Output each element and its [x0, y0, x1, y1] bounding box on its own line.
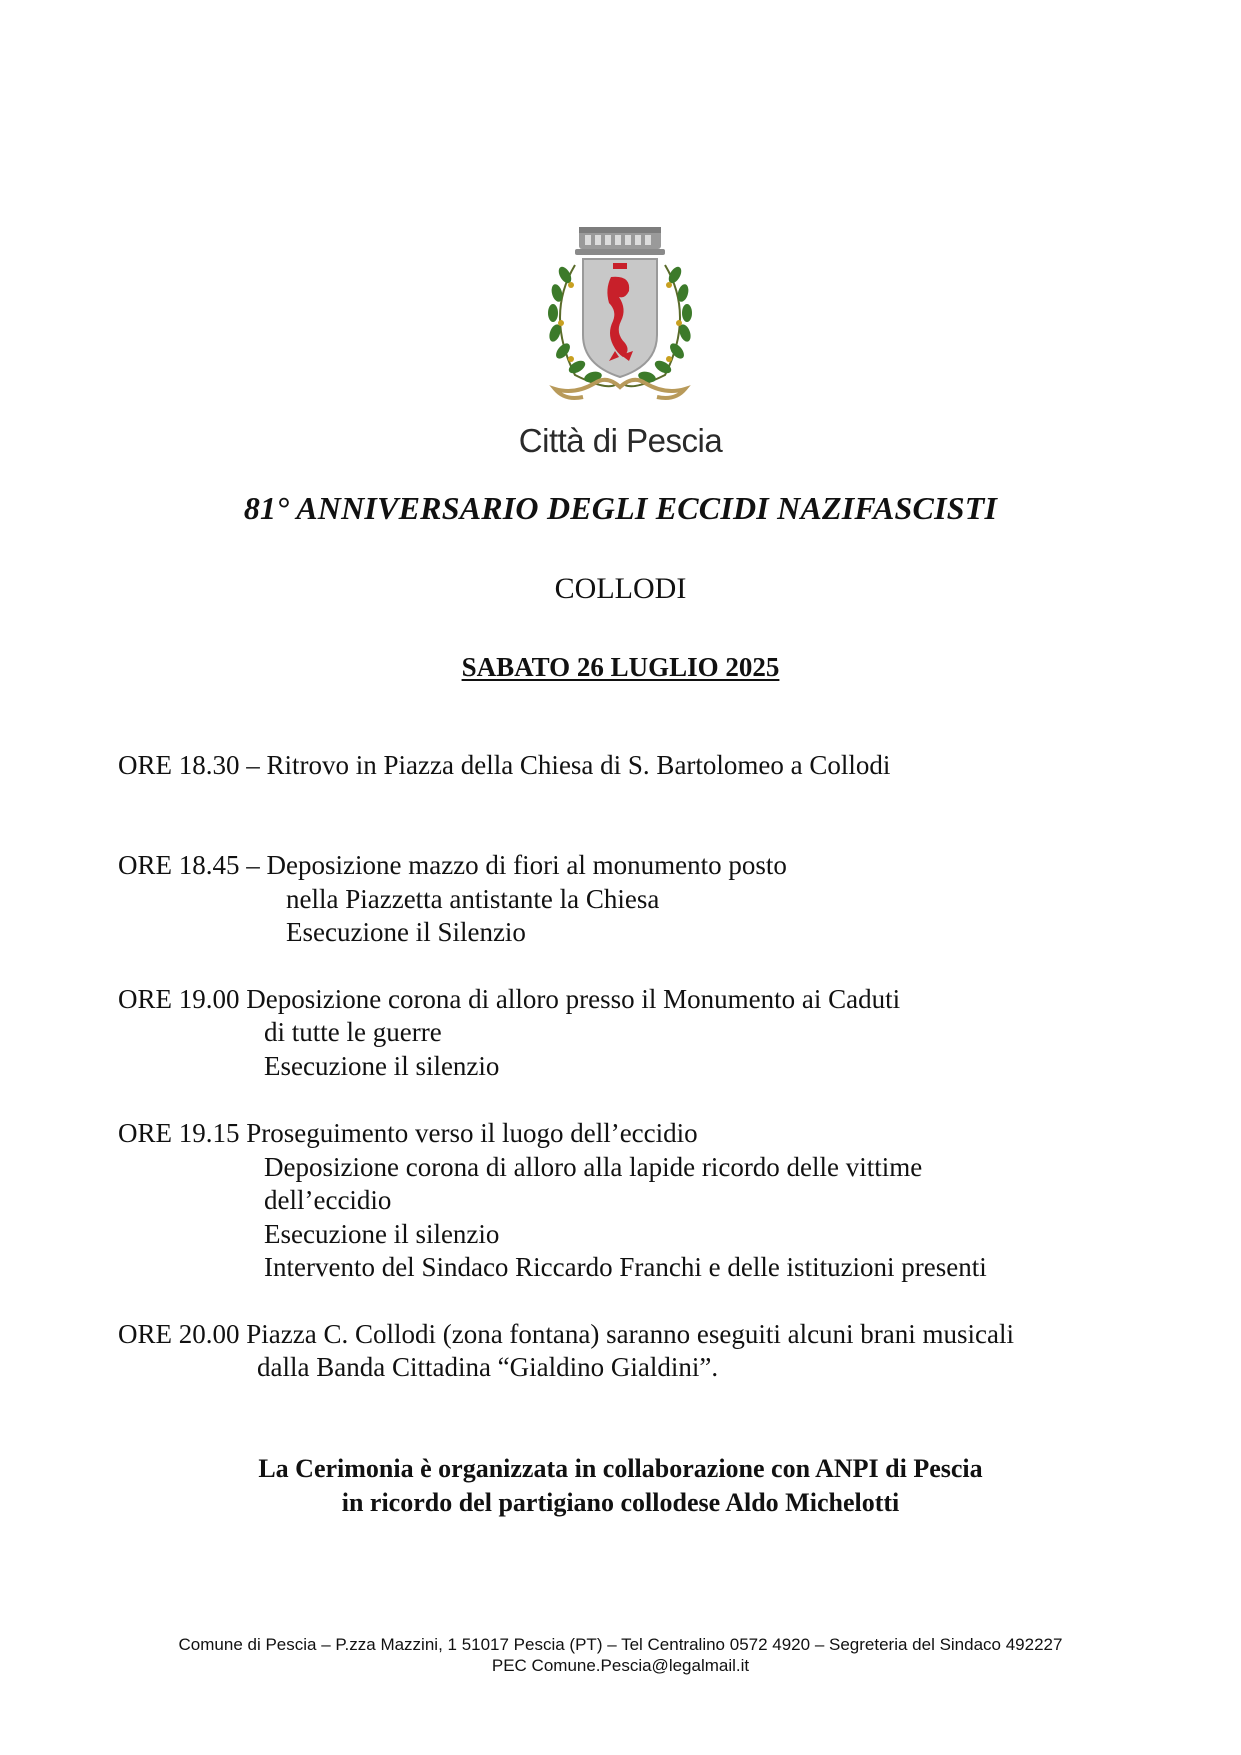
coat-of-arms [535, 225, 705, 415]
ribbon-icon [555, 380, 685, 398]
event-date: SABATO 26 LUGLIO 2025 [461, 652, 780, 682]
program-line: ORE 18.30 – Ritrovo in Piazza della Chiesa di S. Bartolomeo a Collodi [118, 750, 891, 780]
footer-address: Comune di Pescia – P.zza Mazzini, 1 51017 Pescia (PT) – Tel Centralino 0572 4920 – Segreteria del Sindaco 492227 [178, 1635, 1063, 1654]
city-name: Città di Pescia [518, 422, 723, 459]
program-line: ORE 20.00 Piazza C. Collodi (zona fontana) saranno eseguiti alcuni brani musicali [118, 1319, 1015, 1349]
program-line: Esecuzione il silenzio [264, 1219, 500, 1249]
program-line: ORE 18.45 – Deposizione mazzo di fiori al monumento posto [118, 850, 787, 880]
program-line: Deposizione corona di alloro alla lapide ricordo delle vittime [264, 1152, 923, 1182]
page-title: 81° ANNIVERSARIO DEGLI ECCIDI NAZIFASCISTI [243, 490, 998, 526]
program-line: ORE 19.00 Deposizione corona di alloro presso il Monumento ai Caduti [118, 984, 901, 1014]
program-line: ORE 19.15 Proseguimento verso il luogo dell’eccidio [118, 1118, 698, 1148]
closing-line: in ricordo del partigiano collodese Aldo Michelotti [341, 1488, 900, 1517]
crown-icon [575, 227, 665, 255]
footer-pec: PEC Comune.Pescia@legalmail.it [491, 1656, 750, 1675]
event-place: COLLODI [554, 572, 687, 605]
program-line: Esecuzione il Silenzio [286, 917, 526, 947]
program-line: dalla Banda Cittadina “Gialdino Gialdini”. [257, 1352, 719, 1382]
program-line: nella Piazzetta antistante la Chiesa [286, 884, 660, 914]
city-coat-of-arms-icon [535, 225, 705, 415]
program-line: di tutte le guerre [264, 1017, 442, 1047]
closing-line: La Cerimonia è organizzata in collaborazione con ANPI di Pescia [258, 1454, 983, 1483]
program-line: Intervento del Sindaco Riccardo Franchi e delle istituzioni presenti [264, 1252, 987, 1282]
program-line: dell’eccidio [264, 1185, 392, 1215]
program-line: Esecuzione il silenzio [264, 1051, 500, 1081]
